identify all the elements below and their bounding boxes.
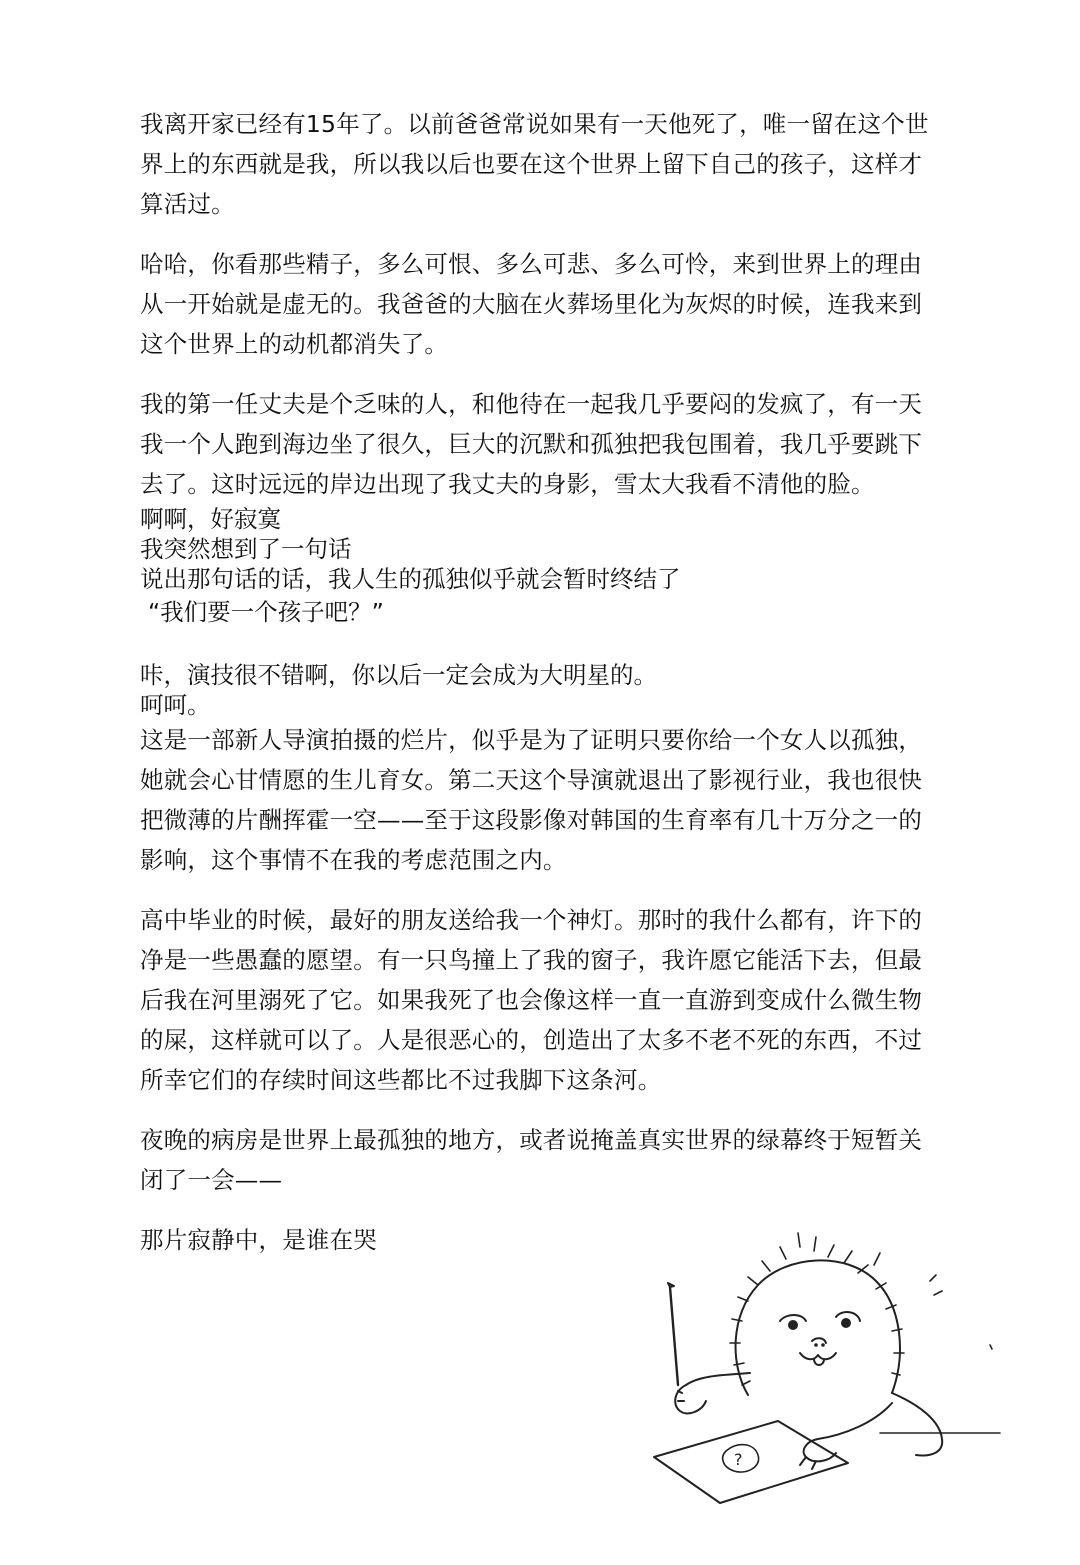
creature-body [736, 1260, 900, 1395]
paper-mark: ? [734, 1450, 743, 1469]
quote-line: “我们要一个孩子吧？” [148, 598, 384, 626]
creature-arm-pen [668, 1283, 750, 1413]
paragraph-film: 这是一部新人导演拍摄的烂片，似乎是为了证明只要你给一个女人以孤独，她就会心甘情愿的生儿育女。第二天这个导演就退出了影视行业，我也很快把微薄的片酬挥霍一空——至于这段影像对韩国的生育率有几十万分之一的影响，这个事情不在我的考虑范围之内。 [140, 726, 923, 874]
short-line-sudden-thought: 我突然想到了一句话 [140, 535, 352, 563]
closing-line: 那片寂静中，是谁在哭 [140, 1226, 377, 1254]
short-line-lonely: 啊啊，好寂寞 [140, 505, 281, 533]
creature-face [800, 1338, 836, 1365]
paragraph-husband: 我的第一任丈夫是个乏味的人，和他待在一起我几乎要闷的发疯了，有一天我一个人跑到海边坐了很久，巨大的沉默和孤独把我包围着，我几乎要跳下去了。这时远远的岸边出现了我丈夫的身影，雪太大我看不清他的脸。 [140, 390, 923, 498]
paragraph-father: 我离开家已经有15年了。以前爸爸常说如果有一天他死了，唯一留在这个世界上的东西就是我，所以我以后也要在这个世界上留下自己的孩子，这样才算活过。 [140, 110, 929, 218]
fuzzy-creature-drawing-icon [630, 1225, 1010, 1515]
short-line-end-loneliness: 说出那句话的话，我人生的孤独似乎就会暂时终结了 [140, 565, 681, 593]
paragraph-lamp: 高中毕业的时候，最好的朋友送给我一个神灯。那时的我什么都有，许下的净是一些愚蠢的愿望。有一只鸟撞上了我的窗子，我许愿它能活下去，但最后我在河里溺死了它。如果我死了也会像这样一直一直游到变成什么微生物的屎，这样就可以了。人是很恶心的，创造出了太多不老不死的东西，不过所幸它们的存续时间这些都比不过我脚下这条河。 [140, 906, 923, 1094]
paragraph-sperm: 哈哈，你看那些精子，多么可恨、多么可悲、多么可怜，来到世界上的理由从一开始就是虚无的。我爸爸的大脑在火葬场里化为灰烬的时候，连我来到这个世界上的动机都消失了。 [140, 250, 923, 358]
response-line-laugh: 呵呵。 [140, 691, 211, 719]
text-block [140, 104, 940, 1260]
creature-arm-right [800, 1403, 892, 1469]
response-line-cut: 咔，演技很不错啊，你以后一定会成为大明星的。 [140, 661, 657, 689]
paragraph-ward: 夜晚的病房是世界上最孤独的地方，或者说掩盖真实世界的绿幕终于短暂关闭了一会—— [140, 1126, 923, 1194]
fur-strokes [730, 1233, 992, 1385]
creature-eyes [780, 1312, 860, 1330]
